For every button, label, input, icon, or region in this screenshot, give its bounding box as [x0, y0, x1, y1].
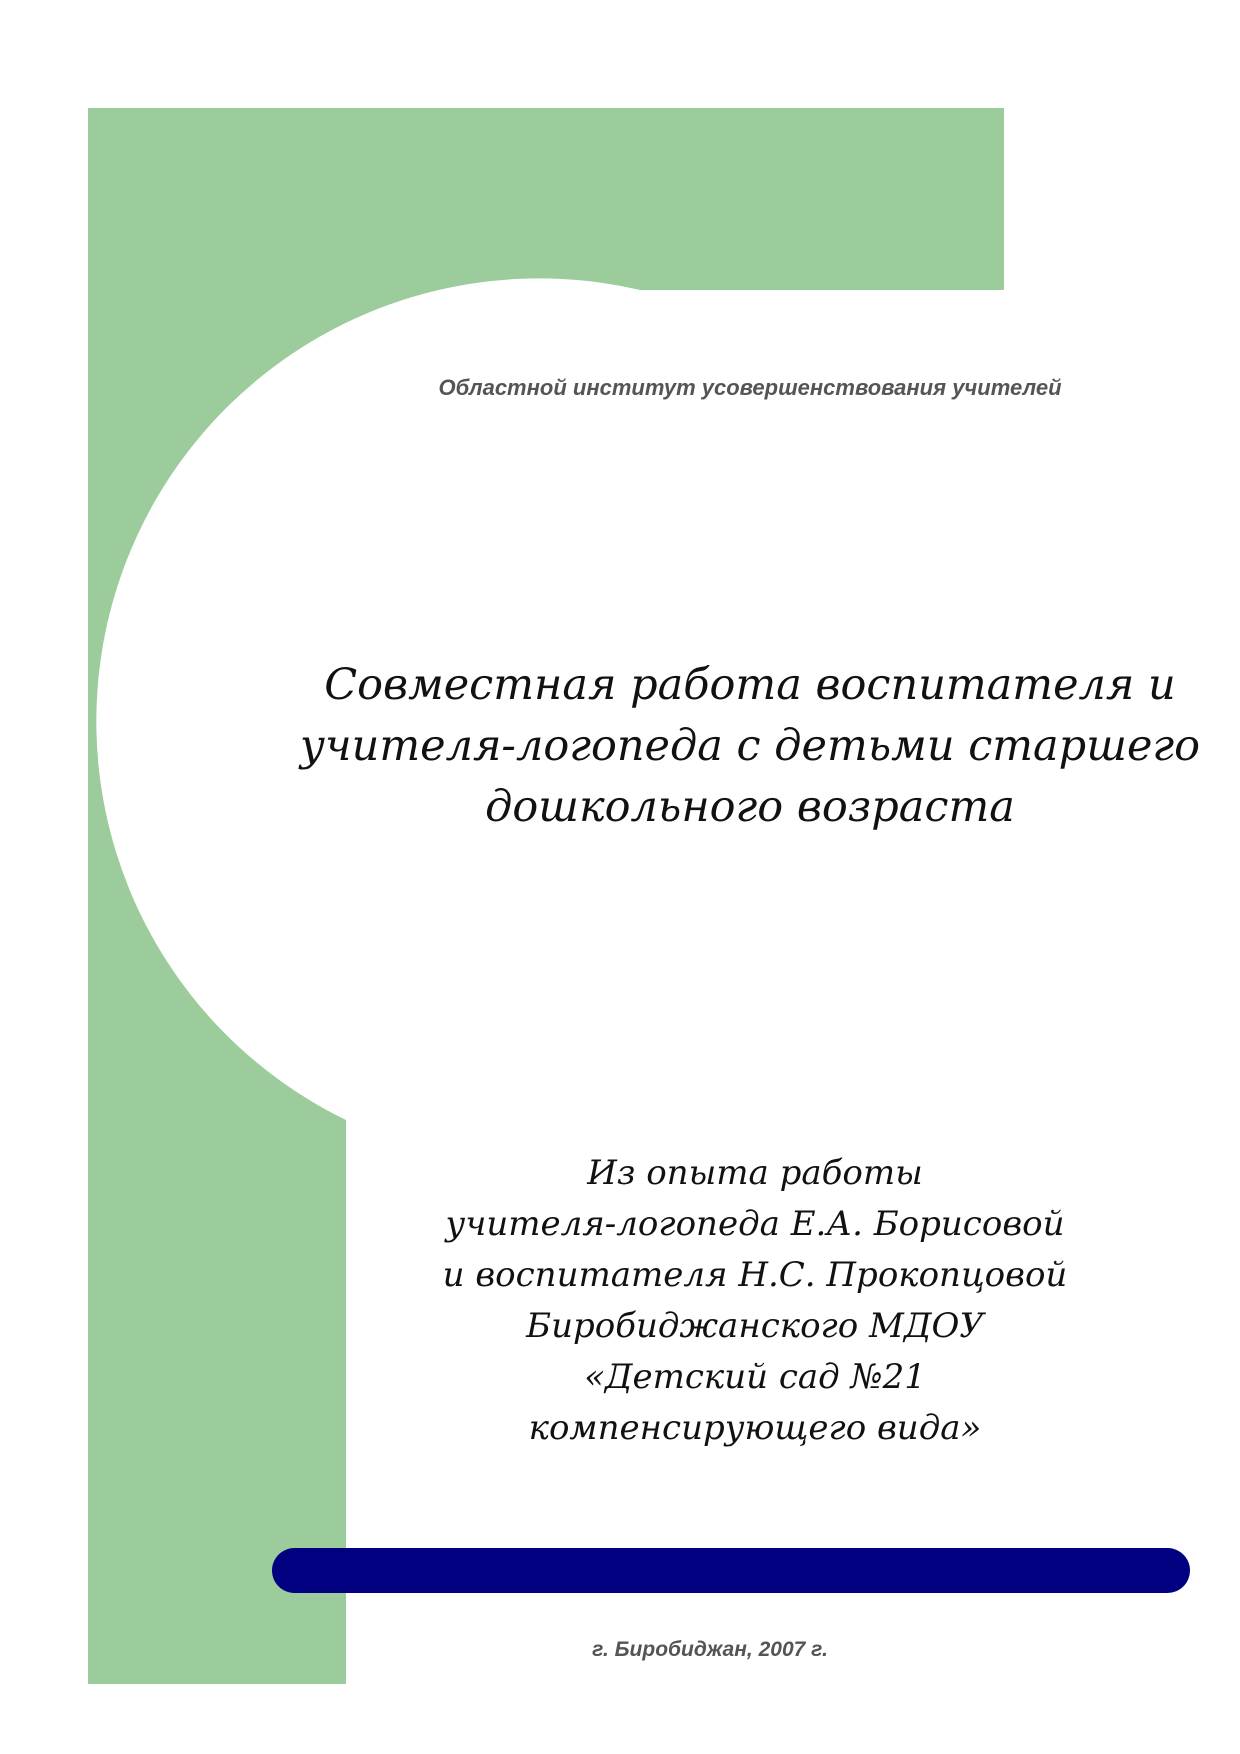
blue-bar	[272, 1548, 1190, 1593]
title-line: Совместная работа воспитателя и	[324, 660, 1176, 710]
title-line: дошкольного возраста	[485, 782, 1015, 832]
authors-block	[250, 1148, 1240, 1454]
authors-line: и воспитателя Н.С. Прокопцовой	[442, 1255, 1068, 1295]
authors-line: учителя-логопеда Е.А. Борисовой	[445, 1204, 1065, 1244]
place-and-year: г. Биробиджан, 2007 г.	[592, 1638, 828, 1661]
authors-line: Биробиджанского МДОУ	[526, 1306, 984, 1346]
authors-line: компенсирующего вида»	[528, 1408, 982, 1448]
document-title	[250, 655, 1240, 838]
authors-line: Из опыта работы	[587, 1153, 923, 1193]
authors-line: «Детский сад №21	[584, 1357, 926, 1397]
title-line: учителя-логопеда с детьми старшего	[299, 721, 1201, 771]
institute-name: Областной институт усовершенствования учителей	[438, 375, 1062, 400]
